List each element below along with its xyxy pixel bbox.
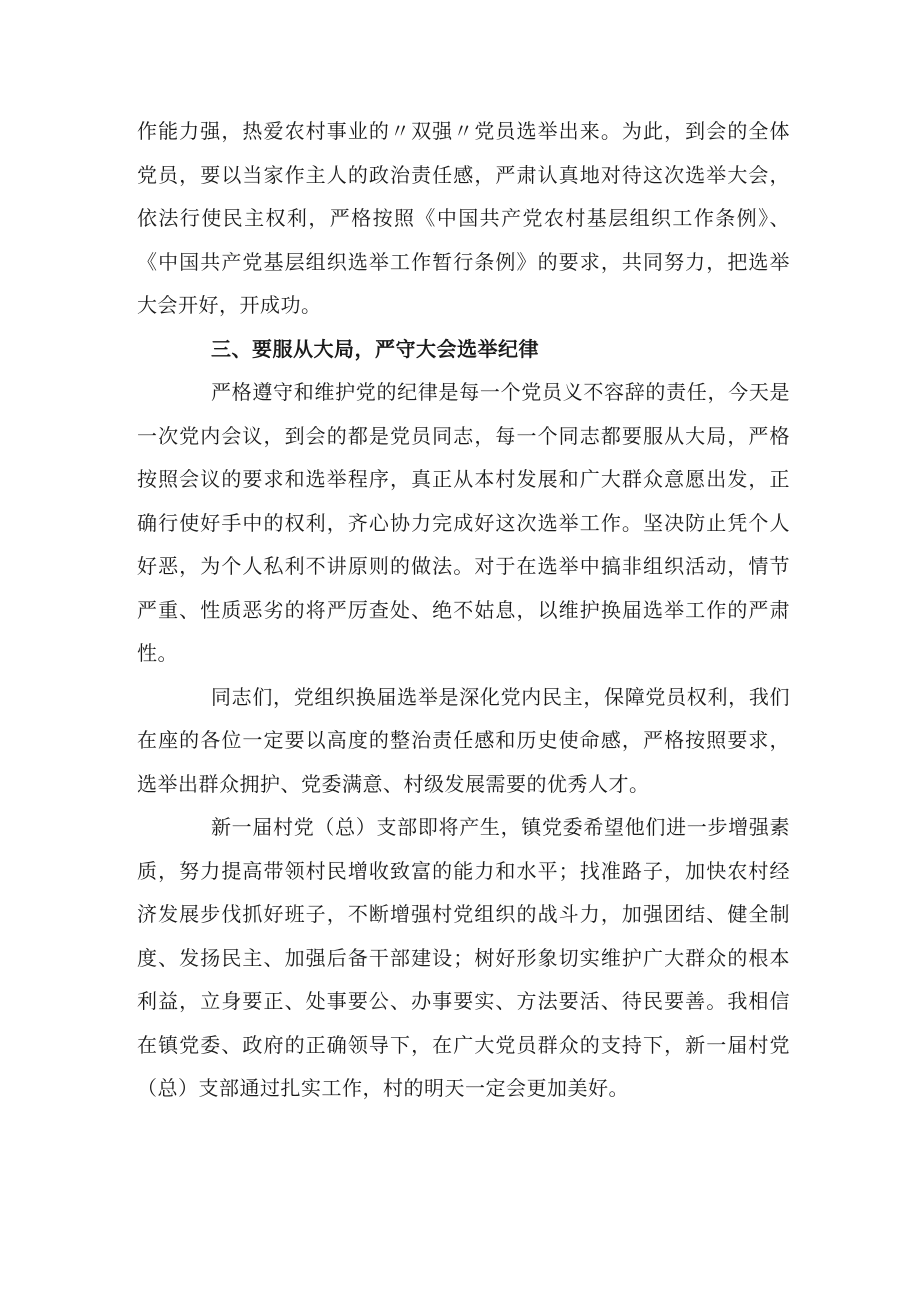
section-heading-3: 三、要服从大局，严守大会选举纪律 — [211, 336, 539, 361]
paragraph-continuation: 作能力强，热爱农村事业的〃双强〃党员选举出来。为此，到会的全体党员，要以当家作主人的政治责任感，严肃认真地对待这次选举大会，依法行使民主权利，严格按照《中国共产党农村基层组织工作条例》、《中国共产党基层组织选举工作暂行条例》的要求，共同努力，把选举大会开好，开成功。 — [137, 119, 790, 317]
paragraph-discipline: 严格遵守和维护党的纪律是每一个党员义不容辞的责任，今天是一次党内会议，到会的都是党员同志，每一个同志都要服从大局，严格按照会议的要求和选举程序，真正从本村发展和广大群众意愿出发，正确行使好手中的权利，齐心协力完成好这次选举工作。坚决防止凭个人好恶，为个人私利不讲原则的做法。对于在选举中搞非组织活动，情节严重、性质恶劣的将严厉查处、绝不姑息，以维护换届选举工作的严肃性。 — [137, 380, 790, 665]
paragraph-comrades: 同志们，党组织换届选举是深化党内民主，保障党员权利，我们在座的各位一定要以高度的整治责任感和历史使命感，严格按照要求，选举出群众拥护、党委满意、村级发展需要的优秀人才。 — [137, 684, 790, 796]
document-body — [137, 110, 790, 1111]
paragraph-new-branch: 新一届村党（总）支部即将产生，镇党委希望他们进一步增强素质，努力提高带领村民增收致富的能力和水平；找准路子，加快农村经济发展步伐抓好班子，不断增强村党组织的战斗力，加强团结、健全制度、发扬民主、加强后备干部建设；树好形象切实维护广大群众的根本利益，立身要正、处事要公、办事要实、方法要活、待民要善。我相信在镇党委、政府的正确领导下，在广大党员群众的支持下，新一届村党（总）支部通过扎实工作，村的明天一定会更加美好。 — [137, 815, 790, 1100]
